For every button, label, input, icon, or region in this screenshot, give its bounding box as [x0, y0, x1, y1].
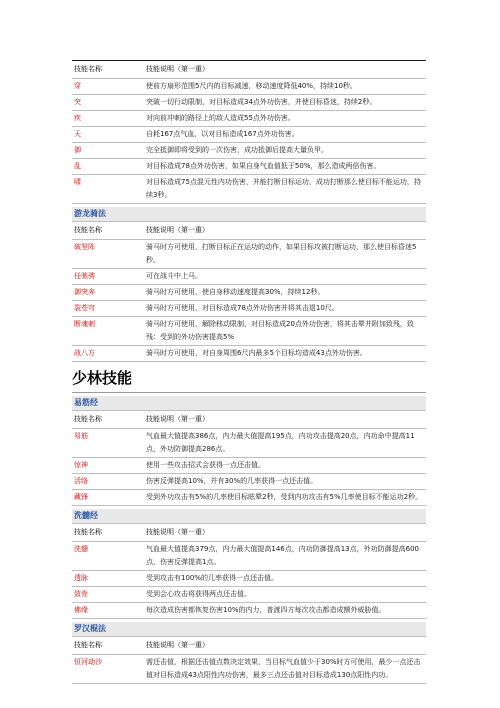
skill-name: 破坚阵 — [72, 240, 144, 269]
luohan-heading: 罗汉棍法 — [72, 622, 426, 637]
table-row — [72, 603, 426, 619]
skill-name: 透脉 — [72, 571, 144, 587]
table-header-row — [72, 524, 426, 542]
skill-name: 惊神 — [72, 458, 144, 474]
skill-description: 骑马时方可使用，打断目标正在运功的动作，如果目标攻被打断运功，那么使目标昏迷5秒。 — [144, 240, 426, 269]
skill-name: 御突奔 — [72, 285, 144, 301]
skills-table-yijin — [72, 411, 426, 506]
skill-description: 对目标造成75点混元性内功伤害，并能打断目标运功，成功打断那么使目标不能运功，持续3秒。 — [144, 175, 426, 204]
skill-description: 对目标造成78点外功伤害，如果自身气血值低于50%，那么造成两倍伤害。 — [144, 159, 426, 175]
skill-name: 敛骨 — [72, 587, 144, 603]
skills-table-youlong — [72, 222, 426, 362]
shaolin-section-title: 少林技能 — [72, 362, 426, 393]
table-row — [72, 159, 426, 175]
skill-name: 藏锋 — [72, 490, 144, 506]
skill-name: 洗髓 — [72, 542, 144, 571]
skill-description: 骑马时方可使用，解除移动限制，对目标造成20点外功伤害，将其击晕并附加致残，致残：受到的外功伤害提高5% — [144, 317, 426, 346]
col-header-desc: 技能说明（第一重） — [144, 222, 426, 240]
yijin-heading: 易筋经 — [72, 396, 426, 411]
table-row — [72, 175, 426, 204]
table-row — [72, 429, 426, 458]
col-header-desc: 技能说明（第一重） — [144, 61, 426, 79]
skill-name: 佛缘 — [72, 603, 144, 619]
table-row — [72, 285, 426, 301]
table-row — [72, 269, 426, 285]
skill-description: 使前方扇形范围5尺内的目标减速，移动速度降低40%，持续10秒。 — [144, 79, 426, 95]
col-header-name: 技能名称 — [72, 61, 144, 79]
skills-table-luohan — [72, 637, 426, 684]
skill-description: 自耗167点气血，以对目标造成167点外功伤害。 — [144, 127, 426, 143]
xisui-heading: 洗髓经 — [72, 509, 426, 524]
skill-description: 气血最大值提高386点，内力最大值提高195点，内功攻击提高20点，内功命中提高11点，外功防御提高286点。 — [144, 429, 426, 458]
skill-name: 突 — [72, 95, 144, 111]
skill-description: 完全抵御即将受到的一次伤害，成功抵御后提高大量负甲。 — [144, 143, 426, 159]
skill-name: 穿 — [72, 79, 144, 95]
skill-name: 断魂刺 — [72, 317, 144, 346]
table-header-row — [72, 61, 426, 79]
table-row — [72, 587, 426, 603]
skill-name: 疾 — [72, 111, 144, 127]
table-row — [72, 542, 426, 571]
skills-table-xisui — [72, 524, 426, 619]
table-row — [72, 301, 426, 317]
skill-description: 受到外功攻击有5%的几率使目标眩晕2秒，受到内功攻击有5%几率使目标不能运功2秒。 — [144, 490, 426, 506]
table-row — [72, 655, 426, 684]
skills-table-main — [72, 61, 426, 204]
table-row — [72, 127, 426, 143]
skill-name: 啸 — [72, 175, 144, 204]
skill-description: 受到攻击有100%的几率获得一点还击值。 — [144, 571, 426, 587]
table-header-row — [72, 637, 426, 655]
table-row — [72, 490, 426, 506]
table-row — [72, 95, 426, 111]
table-row — [72, 571, 426, 587]
col-header-name: 技能名称 — [72, 411, 144, 429]
youlong-heading: 游龙骑法 — [72, 207, 426, 222]
skill-name: 活络 — [72, 474, 144, 490]
table-row — [72, 317, 426, 346]
skill-description: 对向前冲刺的路径上的敌人造成55点外功伤害。 — [144, 111, 426, 127]
skill-description: 骑马时方可使用，使自身移动速度提高30%，持续12秒。 — [144, 285, 426, 301]
table-row — [72, 240, 426, 269]
skill-name: 天 — [72, 127, 144, 143]
skill-description: 受到会心攻击将获得两点还击值。 — [144, 587, 426, 603]
col-header-name: 技能名称 — [72, 524, 144, 542]
table-row — [72, 458, 426, 474]
skill-description: 骑马时方可使用，对目标造成78点外功伤害并将其击退10尺。 — [144, 301, 426, 317]
table-header-row — [72, 222, 426, 240]
skill-description: 使用一些攻击招式会获得一点还击值。 — [144, 458, 426, 474]
col-header-desc: 技能说明（第一重） — [144, 524, 426, 542]
skill-description: 突破一切行动限制，对目标造成34点外功伤害，并使目标昏迷，持续2秒。 — [144, 95, 426, 111]
skill-name: 任驰骋 — [72, 269, 144, 285]
skill-name: 易筋 — [72, 429, 144, 458]
table-row — [72, 111, 426, 127]
table-row — [72, 79, 426, 95]
skill-name: 御 — [72, 143, 144, 159]
skill-description: 骑马时方可使用，对自身周围6尺内最多5个目标均造成43点外功伤害。 — [144, 346, 426, 362]
table-row — [72, 143, 426, 159]
table-row — [72, 346, 426, 362]
skill-name: 恒河劫沙 — [72, 655, 144, 684]
col-header-name: 技能名称 — [72, 637, 144, 655]
document-page — [72, 60, 426, 684]
skill-description: 需还击值，根据还击值点数决定效果，当目标气血值少于30%时方可使用，最少一点还击值对目标造成43点阳性内功伤害，最多三点还击值对目标造成130点阳性内功。 — [144, 655, 426, 684]
skill-description: 每次造成伤害都恢复伤害10%的内力，普渡四方每次攻击都造成额外威胁值。 — [144, 603, 426, 619]
skill-name: 战八方 — [72, 346, 144, 362]
skill-description: 伤害反弹提高10%，并有30%的几率获得一点还击值。 — [144, 474, 426, 490]
skill-name: 乱 — [72, 159, 144, 175]
col-header-desc: 技能说明（第一重） — [144, 637, 426, 655]
table-header-row — [72, 411, 426, 429]
skill-name: 裂苍穹 — [72, 301, 144, 317]
col-header-name: 技能名称 — [72, 222, 144, 240]
skill-description: 可在战斗中上马。 — [144, 269, 426, 285]
col-header-desc: 技能说明（第一重） — [144, 411, 426, 429]
table-row — [72, 474, 426, 490]
skill-description: 气血最大值提高379点，内力最大值提高146点，内功防御提高13点，外功防御提高600点，伤害反弹提高1点。 — [144, 542, 426, 571]
